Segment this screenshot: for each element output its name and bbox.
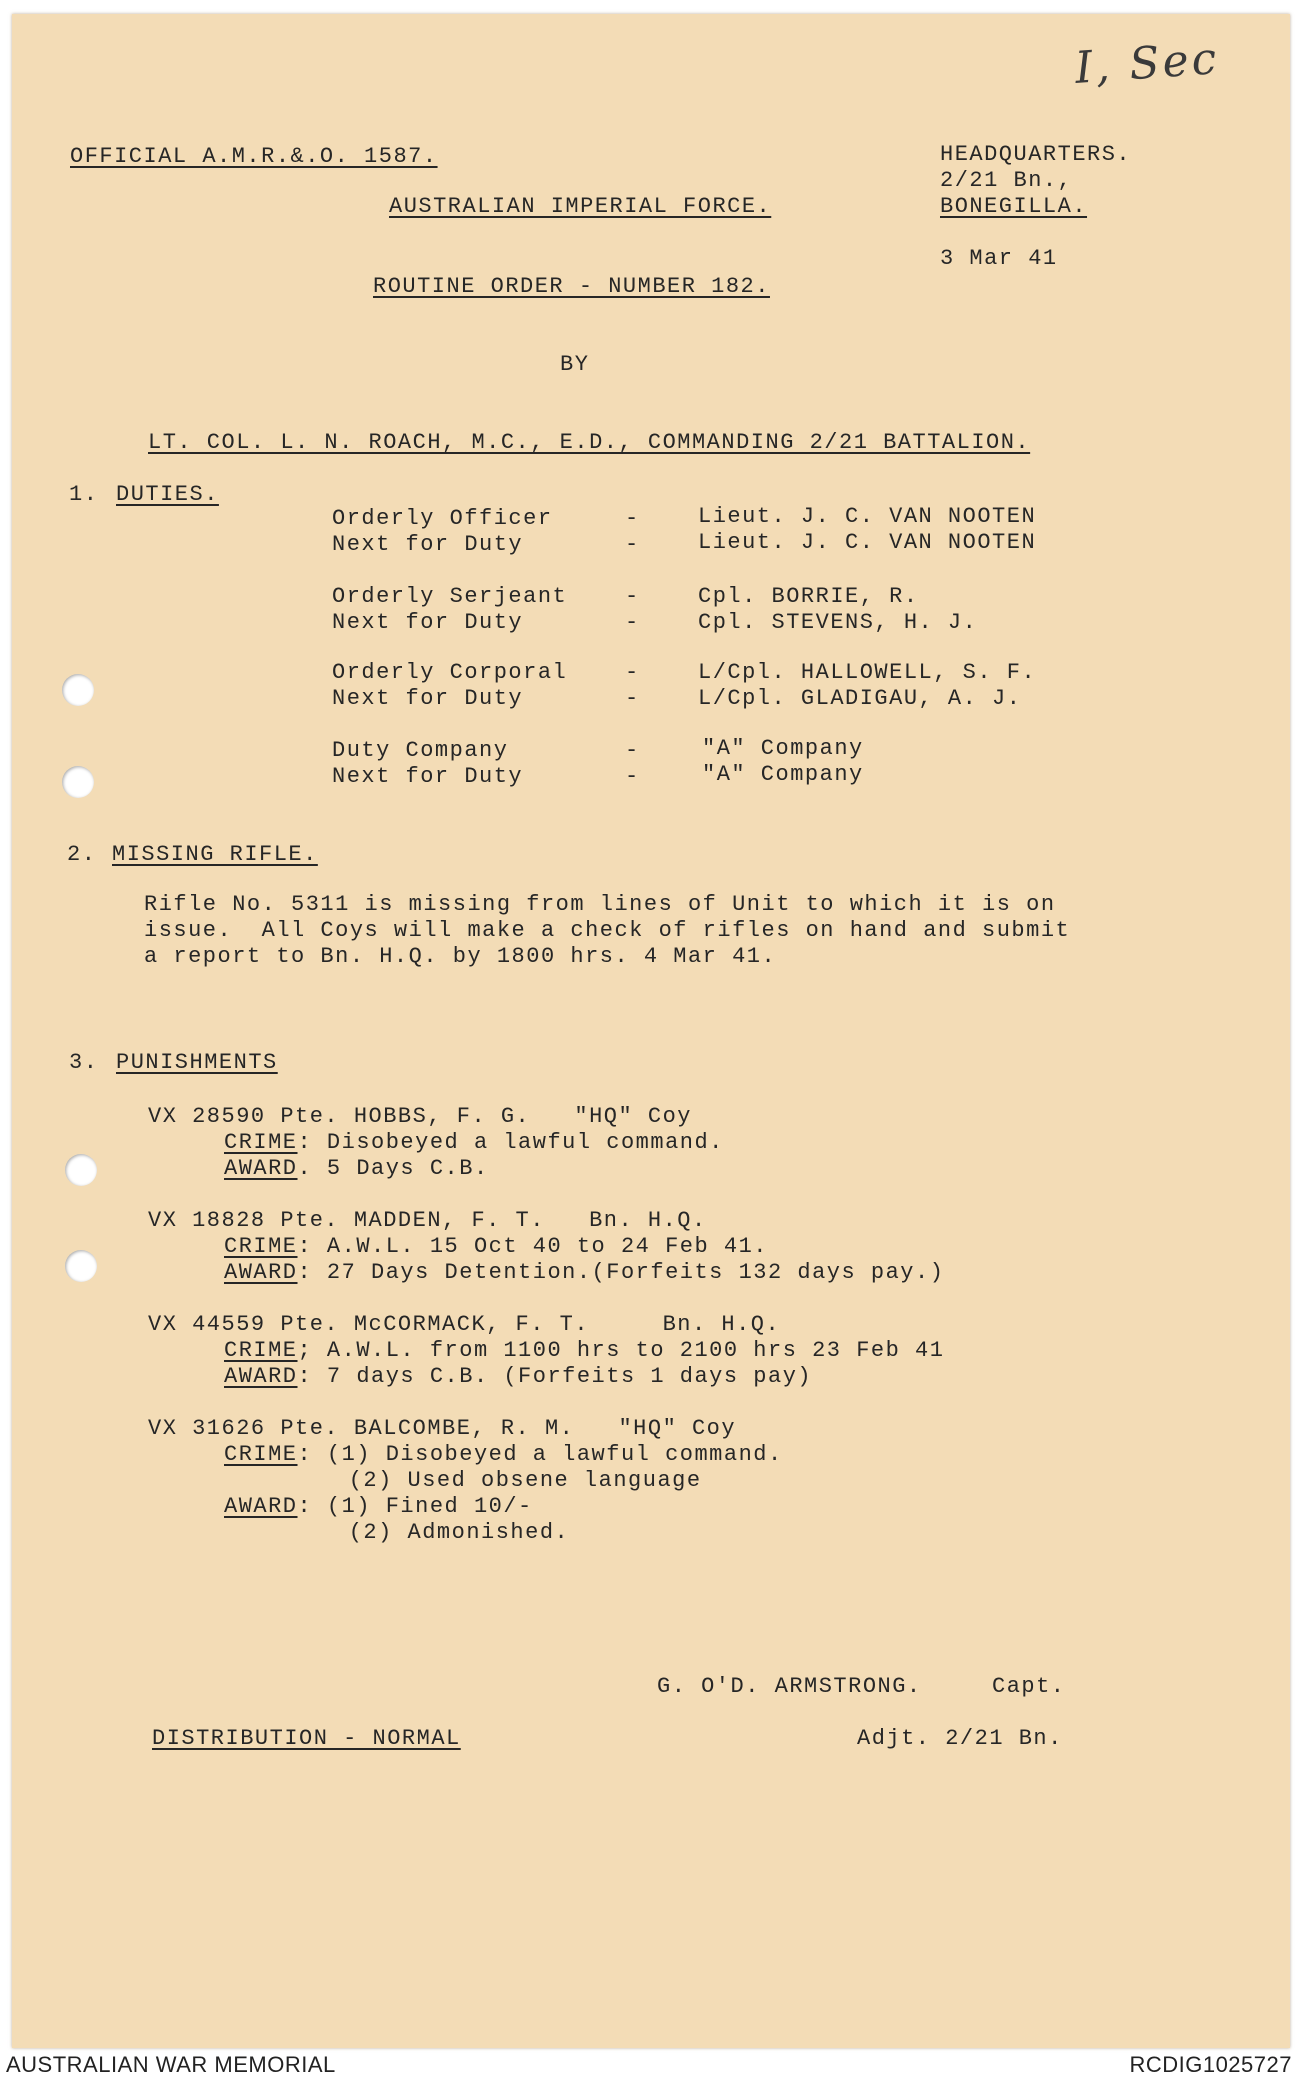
order-date: 3 Mar 41 <box>940 246 1058 271</box>
award-text-continued: (2) Admonished. <box>334 1520 570 1545</box>
duty-dash: - <box>625 686 640 711</box>
crime-row <box>224 1338 944 1364</box>
crime-text-continued: (2) Used obsene language <box>334 1468 702 1493</box>
award-separator: . <box>297 1156 313 1181</box>
duty-name: "A" Company <box>702 736 864 761</box>
by-label: BY <box>560 352 590 377</box>
missing-rifle-text-line: Rifle No. 5311 is missing from lines of Unit to which it is on <box>144 892 1056 917</box>
duties-number: 1. <box>69 482 99 507</box>
award-text: 5 Days C.B. <box>312 1156 489 1181</box>
duty-name: Cpl. BORRIE, R. <box>698 584 919 609</box>
signatory-rank: Capt. <box>992 1674 1066 1699</box>
distribution-line: DISTRIBUTION - NORMAL <box>152 1726 461 1751</box>
duties-heading: DUTIES. <box>116 482 219 507</box>
crime-separator: : <box>297 1234 313 1259</box>
missing-rifle-text-line: issue. All Coys will make a check of rifles on hand and submit <box>144 918 1071 943</box>
award-separator: : <box>297 1494 313 1519</box>
duty-dash: - <box>625 532 640 557</box>
crime-text: A.W.L. from 1100 hrs to 2100 hrs 23 Feb 41 <box>312 1338 945 1363</box>
punch-hole <box>65 1154 97 1186</box>
punch-hole <box>65 1250 97 1282</box>
signatory-name: G. O'D. ARMSTRONG. <box>657 1674 922 1699</box>
crime-text: A.W.L. 15 Oct 40 to 24 Feb 41. <box>312 1234 768 1259</box>
order-title: ROUTINE ORDER - NUMBER 182. <box>373 274 770 299</box>
duty-role: Orderly Officer <box>332 506 553 531</box>
duty-dash: - <box>625 610 640 635</box>
award-label: AWARD <box>224 1156 298 1181</box>
award-label: AWARD <box>224 1364 298 1389</box>
award-row <box>224 1260 944 1286</box>
crime-separator: ; <box>297 1338 313 1363</box>
crime-row <box>224 1130 724 1156</box>
award-row <box>224 1364 812 1390</box>
duty-dash: - <box>625 738 640 763</box>
duty-dash: - <box>625 584 640 609</box>
award-row <box>224 1156 489 1182</box>
punch-hole <box>62 766 94 798</box>
punishment-soldier: VX 28590 Pte. HOBBS, F. G. "HQ" Coy <box>148 1104 692 1129</box>
punch-hole <box>62 674 94 706</box>
award-text: (1) Fined 10/- <box>312 1494 533 1519</box>
duty-name: Lieut. J. C. VAN NOOTEN <box>698 504 1037 529</box>
crime-text: (1) Disobeyed a lawful command. <box>312 1442 783 1467</box>
duty-role: Orderly Serjeant <box>332 584 568 609</box>
crime-label: CRIME <box>224 1234 298 1259</box>
hq-line-1: HEADQUARTERS. <box>940 142 1132 167</box>
award-text: 27 Days Detention.(Forfeits 132 days pay.) <box>312 1260 945 1285</box>
crime-row <box>224 1442 783 1468</box>
duty-role: Next for Duty <box>332 532 524 557</box>
award-label: AWARD <box>224 1494 298 1519</box>
duty-dash: - <box>625 660 640 685</box>
crime-label: CRIME <box>224 1130 298 1155</box>
duty-dash: - <box>625 506 640 531</box>
punishment-soldier: VX 44559 Pte. McCORMACK, F. T. Bn. H.Q. <box>148 1312 781 1337</box>
duty-name: L/Cpl. GLADIGAU, A. J. <box>698 686 1022 711</box>
hq-line-3: BONEGILLA. <box>940 194 1088 219</box>
duty-role: Orderly Corporal <box>332 660 568 685</box>
crime-row <box>224 1234 768 1260</box>
award-separator: : <box>297 1364 313 1389</box>
award-row <box>224 1494 533 1520</box>
duty-name: Lieut. J. C. VAN NOOTEN <box>698 530 1037 555</box>
crime-label: CRIME <box>224 1338 298 1363</box>
award-label: AWARD <box>224 1260 298 1285</box>
punishment-soldier: VX 18828 Pte. MADDEN, F. T. Bn. H.Q. <box>148 1208 707 1233</box>
missing-rifle-heading: MISSING RIFLE. <box>112 842 318 867</box>
crime-separator: : <box>297 1130 313 1155</box>
force-title: AUSTRALIAN IMPERIAL FORCE. <box>389 194 772 219</box>
commander-line: LT. COL. L. N. ROACH, M.C., E.D., COMMANDING 2/21 BATTALION. <box>148 430 1031 455</box>
signatory-title: Adjt. 2/21 Bn. <box>857 1726 1063 1751</box>
missing-rifle-number: 2. <box>67 842 97 867</box>
crime-separator: : <box>297 1442 313 1467</box>
handwritten-note: I, Sec <box>1073 33 1221 94</box>
duty-role: Duty Company <box>332 738 509 763</box>
footer-archive-name: AUSTRALIAN WAR MEMORIAL <box>6 2052 336 2077</box>
crime-text: Disobeyed a lawful command. <box>312 1130 724 1155</box>
punishments-heading: PUNISHMENTS <box>116 1050 278 1075</box>
duty-name: "A" Company <box>702 762 864 787</box>
hq-line-2: 2/21 Bn., <box>940 168 1073 193</box>
punishment-soldier: VX 31626 Pte. BALCOMBE, R. M. "HQ" Coy <box>148 1416 737 1441</box>
punishments-number: 3. <box>69 1050 99 1075</box>
duty-dash: - <box>625 764 640 789</box>
duty-role: Next for Duty <box>332 610 524 635</box>
crime-label: CRIME <box>224 1442 298 1467</box>
award-separator: : <box>297 1260 313 1285</box>
official-reference: OFFICIAL A.M.R.&.O. 1587. <box>70 144 438 169</box>
duty-name: Cpl. STEVENS, H. J. <box>698 610 978 635</box>
document-sheet <box>12 14 1290 2048</box>
duty-name: L/Cpl. HALLOWELL, S. F. <box>698 660 1037 685</box>
award-text: 7 days C.B. (Forfeits 1 days pay) <box>312 1364 813 1389</box>
duty-role: Next for Duty <box>332 686 524 711</box>
footer-catalog-id: RCDIG1025727 <box>1129 2052 1292 2077</box>
duty-role: Next for Duty <box>332 764 524 789</box>
missing-rifle-text-line: a report to Bn. H.Q. by 1800 hrs. 4 Mar 41. <box>144 944 777 969</box>
